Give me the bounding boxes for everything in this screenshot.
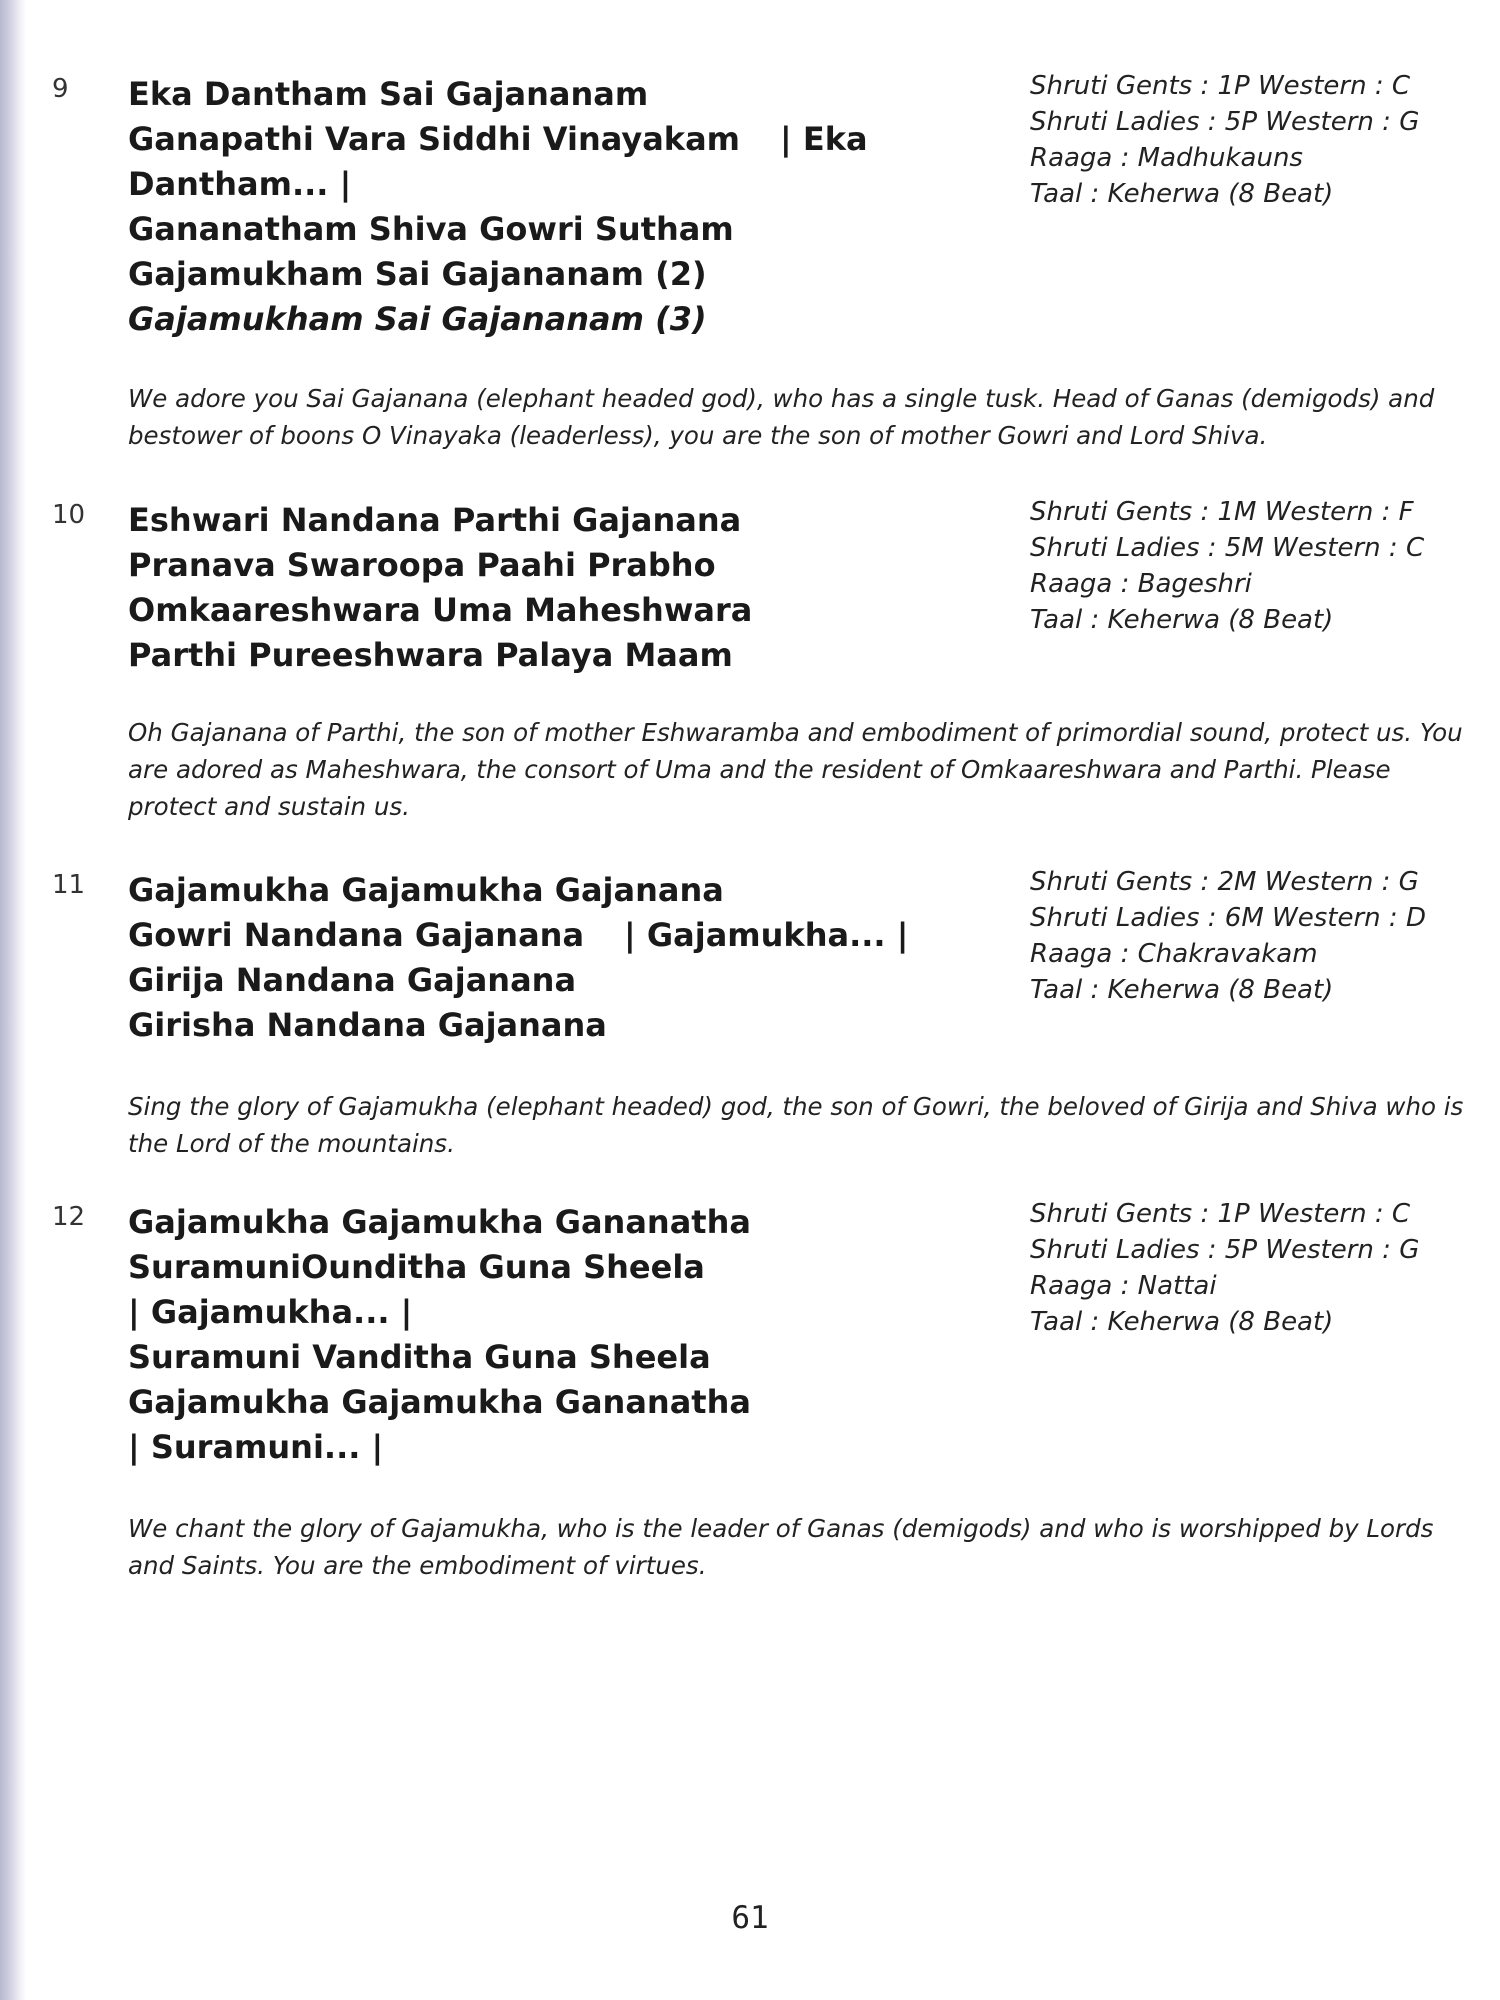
page-number: 61 xyxy=(731,1900,769,1936)
bhajan-meaning: Sing the glory of Gajamukha (elephant headed) god, the son of Gowri, the beloved of Girija and Shiva who is the Lord of the mountains. xyxy=(128,1092,1464,1158)
taal: Taal : Keherwa (8 Beat) xyxy=(1030,975,1334,1005)
shruti-gents: Shruti Gents : 1P Western : C xyxy=(1030,1199,1411,1229)
bhajan-lyrics xyxy=(128,868,1008,1048)
lyric-line: Gajamukha Gajamukha Gajanana xyxy=(128,871,724,909)
refrain-marker: | Eka xyxy=(780,120,868,158)
raaga: Raaga : Madhukauns xyxy=(1030,143,1303,173)
shruti-gents: Shruti Gents : 2M Western : G xyxy=(1030,867,1419,897)
bhajan-number: 9 xyxy=(52,74,69,104)
raaga: Raaga : Bageshri xyxy=(1030,569,1252,599)
lyric-line: Gajamukham Sai Gajananam (2) xyxy=(128,255,707,293)
lyric-line: Girija Nandana Gajanana xyxy=(128,961,577,999)
bhajan-info xyxy=(1030,864,1470,1008)
lyric-line: Gowri Nandana Gajanana | Gajamukha... | xyxy=(128,913,1008,958)
shruti-ladies: Shruti Ladies : 5M Western : C xyxy=(1030,533,1425,563)
bhajan-lyrics xyxy=(128,72,1008,342)
lyric-line: Pranava Swaroopa Paahi Prabho xyxy=(128,546,716,584)
shruti-ladies: Shruti Ladies : 5P Western : G xyxy=(1030,107,1420,137)
lyric-line: Gajamukha Gajamukha Gananatha xyxy=(128,1383,751,1421)
bhajan-number: 12 xyxy=(52,1202,86,1232)
bhajan-info xyxy=(1030,68,1470,212)
bhajan-info xyxy=(1030,1196,1470,1340)
bhajan-number: 10 xyxy=(52,500,86,530)
lyric-line: | Gajamukha... | xyxy=(128,1293,413,1331)
lyric-line: Dantham... | xyxy=(128,165,352,203)
lyric-line: | Suramuni... | xyxy=(128,1428,384,1466)
lyric-line: Eshwari Nandana Parthi Gajanana xyxy=(128,501,742,539)
lyric-line: Gajamukha Gajamukha Gananatha xyxy=(128,1203,751,1241)
lyric-line: Gajamukham Sai Gajananam (3) xyxy=(128,300,707,338)
shruti-gents: Shruti Gents : 1P Western : C xyxy=(1030,71,1411,101)
taal: Taal : Keherwa (8 Beat) xyxy=(1030,1307,1334,1337)
refrain-marker: | Gajamukha... | xyxy=(624,916,909,954)
lyric-line: Ganapathi Vara Siddhi Vinayakam | Eka xyxy=(128,117,1008,162)
shruti-ladies: Shruti Ladies : 5P Western : G xyxy=(1030,1235,1420,1265)
lyric-line: Omkaareshwara Uma Maheshwara xyxy=(128,591,753,629)
bhajan-info xyxy=(1030,494,1470,638)
taal: Taal : Keherwa (8 Beat) xyxy=(1030,179,1334,209)
lyric-line: Parthi Pureeshwara Palaya Maam xyxy=(128,636,733,674)
taal: Taal : Keherwa (8 Beat) xyxy=(1030,605,1334,635)
lyric-line: SuramuniOunditha Guna Sheela xyxy=(128,1248,705,1286)
book-spine-shadow xyxy=(0,0,26,2000)
lyric-line: Girisha Nandana Gajanana xyxy=(128,1006,607,1044)
bhajan-lyrics xyxy=(128,498,1008,678)
raaga: Raaga : Nattai xyxy=(1030,1271,1217,1301)
shruti-gents: Shruti Gents : 1M Western : F xyxy=(1030,497,1414,527)
lyric-line: Suramuni Vanditha Guna Sheela xyxy=(128,1338,711,1376)
bhajan-meaning: We adore you Sai Gajanana (elephant headed god), who has a single tusk. Head of Ganas (demigods) and bestower of boons O Vinayaka (leaderless), you are the son of mother Gowri and Lord Shiva. xyxy=(128,384,1435,450)
lyric-line: Gananatham Shiva Gowri Sutham xyxy=(128,210,734,248)
lyric-line: Eka Dantham Sai Gajananam xyxy=(128,75,649,113)
bhajan-number: 11 xyxy=(52,870,86,900)
bhajan-meaning: Oh Gajanana of Parthi, the son of mother Eshwaramba and embodiment of primordial sound, protect us. You are adored as Maheshwara, the consort of Uma and the resident of Omkaareshwara and Parthi. Please protect and sustain us. xyxy=(128,718,1463,821)
raaga: Raaga : Chakravakam xyxy=(1030,939,1318,969)
bhajan-lyrics xyxy=(128,1200,1008,1470)
shruti-ladies: Shruti Ladies : 6M Western : D xyxy=(1030,903,1426,933)
bhajan-meaning: We chant the glory of Gajamukha, who is the leader of Ganas (demigods) and who is worshipped by Lords and Saints. You are the embodiment of virtues. xyxy=(128,1514,1434,1580)
